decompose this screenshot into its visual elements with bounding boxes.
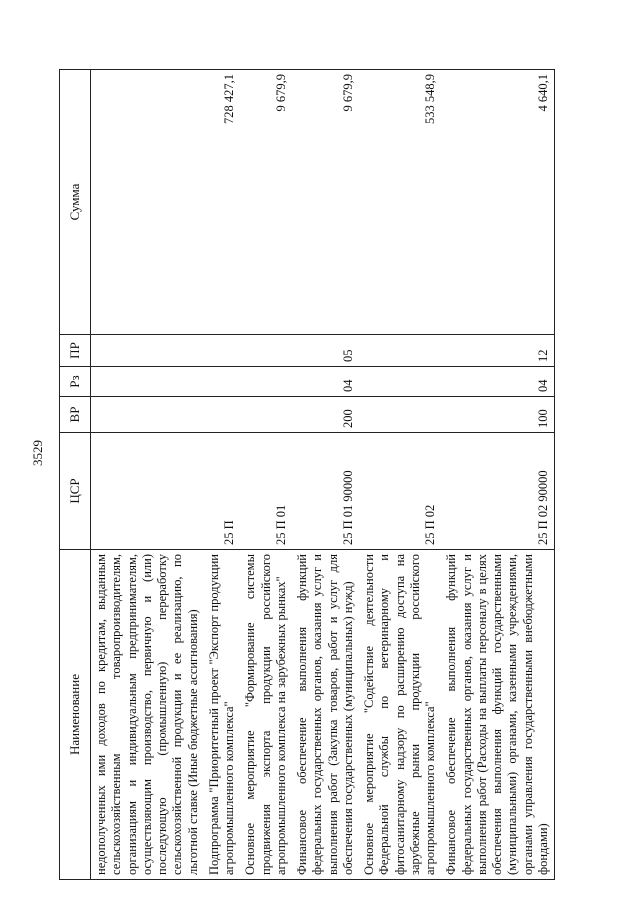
row-pr — [240, 335, 292, 367]
row-csr: 25 П 01 — [240, 433, 292, 550]
row-csr: 25 П 02 — [359, 433, 441, 550]
row-csr: 25 П — [204, 433, 241, 550]
row-sum: 728 427,1 — [204, 70, 241, 335]
header-name: Наименование — [60, 550, 91, 880]
table-header — [60, 70, 91, 880]
page-number: 3529 — [30, 440, 45, 466]
row-rz: 04 — [292, 367, 359, 397]
row-sum: 533 548,9 — [359, 70, 441, 335]
row-name: Основное мероприятие "Содействие деятельности Федеральной службы по ветеринарному и фитосанитарному надзору по расширению доступа на зарубежные рынки продукции российского агропромышленного комплекса" — [359, 550, 441, 880]
row-name: Финансовое обеспечение выполнения функций федеральных государственных органов, оказания услуг и выполнения работ (Закупка товаров, работ и услуг для обеспечения государственных (муниципальных) нужд) — [292, 550, 359, 880]
table-row — [441, 70, 554, 880]
table-row — [359, 70, 441, 880]
row-sum: 9 679,9 — [240, 70, 292, 335]
row-rz: 04 — [441, 367, 554, 397]
row-name: недополученных ими доходов по кредитам, выданным сельскохозяйственным товаропроизводителям, организациям и индивидуальным предпринимателям, осуществляющим производство, первичную и (или) последующую (промышленную) переработку сельскохозяйственной продукции и ее реализацию, по льготной ставке (Иные бюджетные ассигнования) — [91, 550, 204, 880]
table-row — [292, 70, 359, 880]
header-csr: ЦСР — [60, 433, 91, 550]
row-rz — [240, 367, 292, 397]
row-vr: 100 — [441, 397, 554, 433]
row-vr — [359, 397, 441, 433]
header-rz: Рз — [60, 367, 91, 397]
row-sum — [91, 70, 204, 335]
budget-table — [59, 69, 555, 880]
budget-table-sheet — [59, 70, 584, 880]
row-name: Подпрограмма "Приоритетный проект "Экспорт продукции агропромышленного комплекса" — [204, 550, 241, 880]
row-csr: 25 П 01 90000 — [292, 433, 359, 550]
row-sum: 4 640,1 — [441, 70, 554, 335]
row-pr — [359, 335, 441, 367]
header-sum: Сумма — [60, 70, 91, 335]
row-vr: 200 — [292, 397, 359, 433]
row-pr — [204, 335, 241, 367]
row-pr — [91, 335, 204, 367]
table-row — [240, 70, 292, 880]
row-vr — [240, 397, 292, 433]
row-name: Финансовое обеспечение выполнения функций федеральных государственных органов, оказания услуг и выполнения работ (Расходы на выплаты персоналу в целях обеспечения выполнения функций государственными (муниципальными) органами, казенными учреждениями, органами управления государственными внебюджетными фондами) — [441, 550, 554, 880]
row-vr — [204, 397, 241, 433]
table-row — [91, 70, 204, 880]
header-pr: ПР — [60, 335, 91, 367]
row-name: Основное мероприятие "Формирование системы продвижения экспорта продукции российского агропромышленного комплекса на зарубежных рынках" — [240, 550, 292, 880]
row-rz — [359, 367, 441, 397]
row-vr — [91, 397, 204, 433]
row-rz — [91, 367, 204, 397]
row-csr — [91, 433, 204, 550]
row-rz — [204, 367, 241, 397]
row-pr: 12 — [441, 335, 554, 367]
row-sum: 9 679,9 — [292, 70, 359, 335]
row-csr: 25 П 02 90000 — [441, 433, 554, 550]
table-row — [204, 70, 241, 880]
row-pr: 05 — [292, 335, 359, 367]
header-vr: ВР — [60, 397, 91, 433]
